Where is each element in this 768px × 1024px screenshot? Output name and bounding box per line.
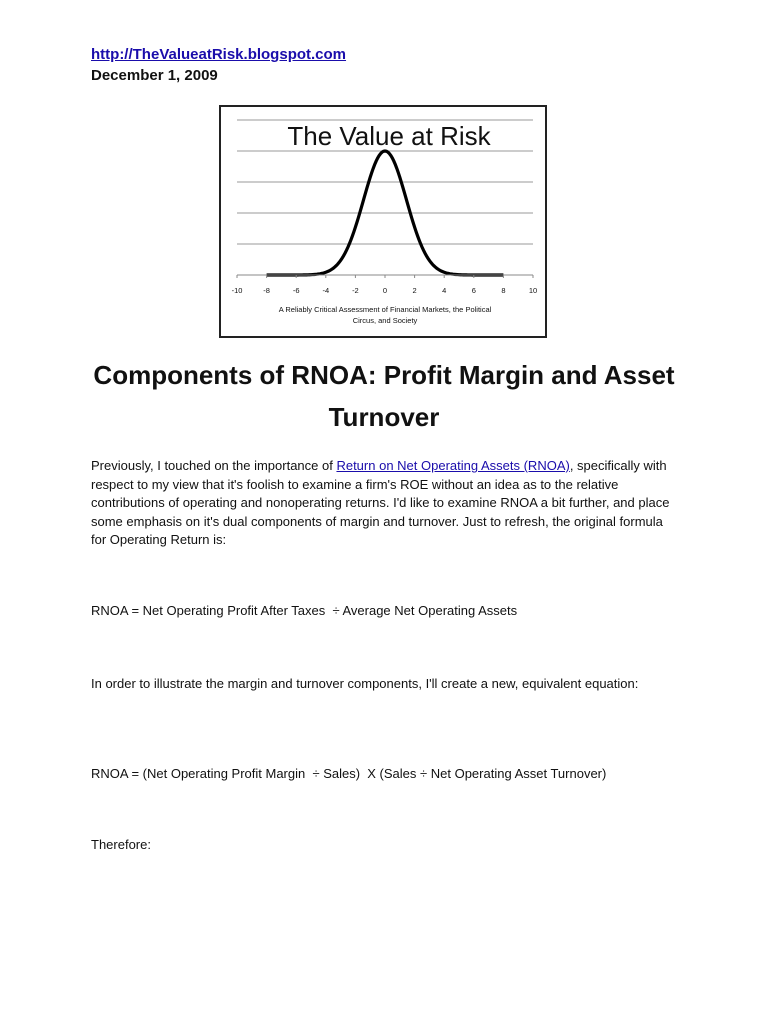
logo-title: The Value at Risk xyxy=(287,121,491,151)
intro-text-after-link: , specifically with respect to my view that it's foolish to examine a firm's ROE without an idea as to the relative contributions of operating and nonoperating returns. I'd like to examine RNOA a bit further, and place some emphasis on it's dual components of margin and turnover. Just to refresh, the original formula for Operating Return is: xyxy=(91,458,670,547)
logo-tick-label: -4 xyxy=(322,286,330,295)
logo-tick-label: 0 xyxy=(382,286,388,295)
logo-caption-line1: A Reliably Critical Assessment of Financial Markets, the Political xyxy=(278,305,492,314)
therefore-label: Therefore: xyxy=(91,837,151,852)
article-title-line2: Turnover xyxy=(328,402,440,432)
blog-logo xyxy=(219,105,547,338)
intro-paragraph xyxy=(91,457,681,550)
rnoa-link[interactable]: Return on Net Operating Assets (RNOA) xyxy=(336,458,570,473)
logo-tick-label: -6 xyxy=(292,286,300,295)
logo-tick-label: -2 xyxy=(352,286,359,295)
blog-link[interactable]: http://TheValueatRisk.blogspot.com xyxy=(91,46,347,63)
logo-tick-label: 8 xyxy=(501,286,506,295)
logo-caption-line2: Circus, and Society xyxy=(352,316,418,325)
article-title-line1: Components of RNOA: Profit Margin and Asset xyxy=(93,360,675,390)
logo-tick-label: 10 xyxy=(528,286,538,295)
logo-tick-label: -10 xyxy=(231,286,243,295)
bell-curve-logo xyxy=(221,107,549,340)
intro-text-before-link: Previously, I touched on the importance of xyxy=(91,458,337,473)
equation-paragraph: In order to illustrate the margin and turnover components, I'll create a new, equivalent equation: xyxy=(91,676,639,691)
logo-tick-label: 4 xyxy=(442,286,447,295)
formula-margin-turnover: RNOA = (Net Operating Profit Margin ÷ Sales) X (Sales ÷ Net Operating Asset Turnover) xyxy=(91,766,607,781)
formula-rnoa: RNOA = Net Operating Profit After Taxes ÷ Average Net Operating Assets xyxy=(91,603,518,618)
logo-tick-label: 2 xyxy=(412,286,417,295)
logo-tick-label: -8 xyxy=(263,286,270,295)
post-date: December 1, 2009 xyxy=(91,67,218,84)
logo-tick-label: 6 xyxy=(471,286,476,295)
